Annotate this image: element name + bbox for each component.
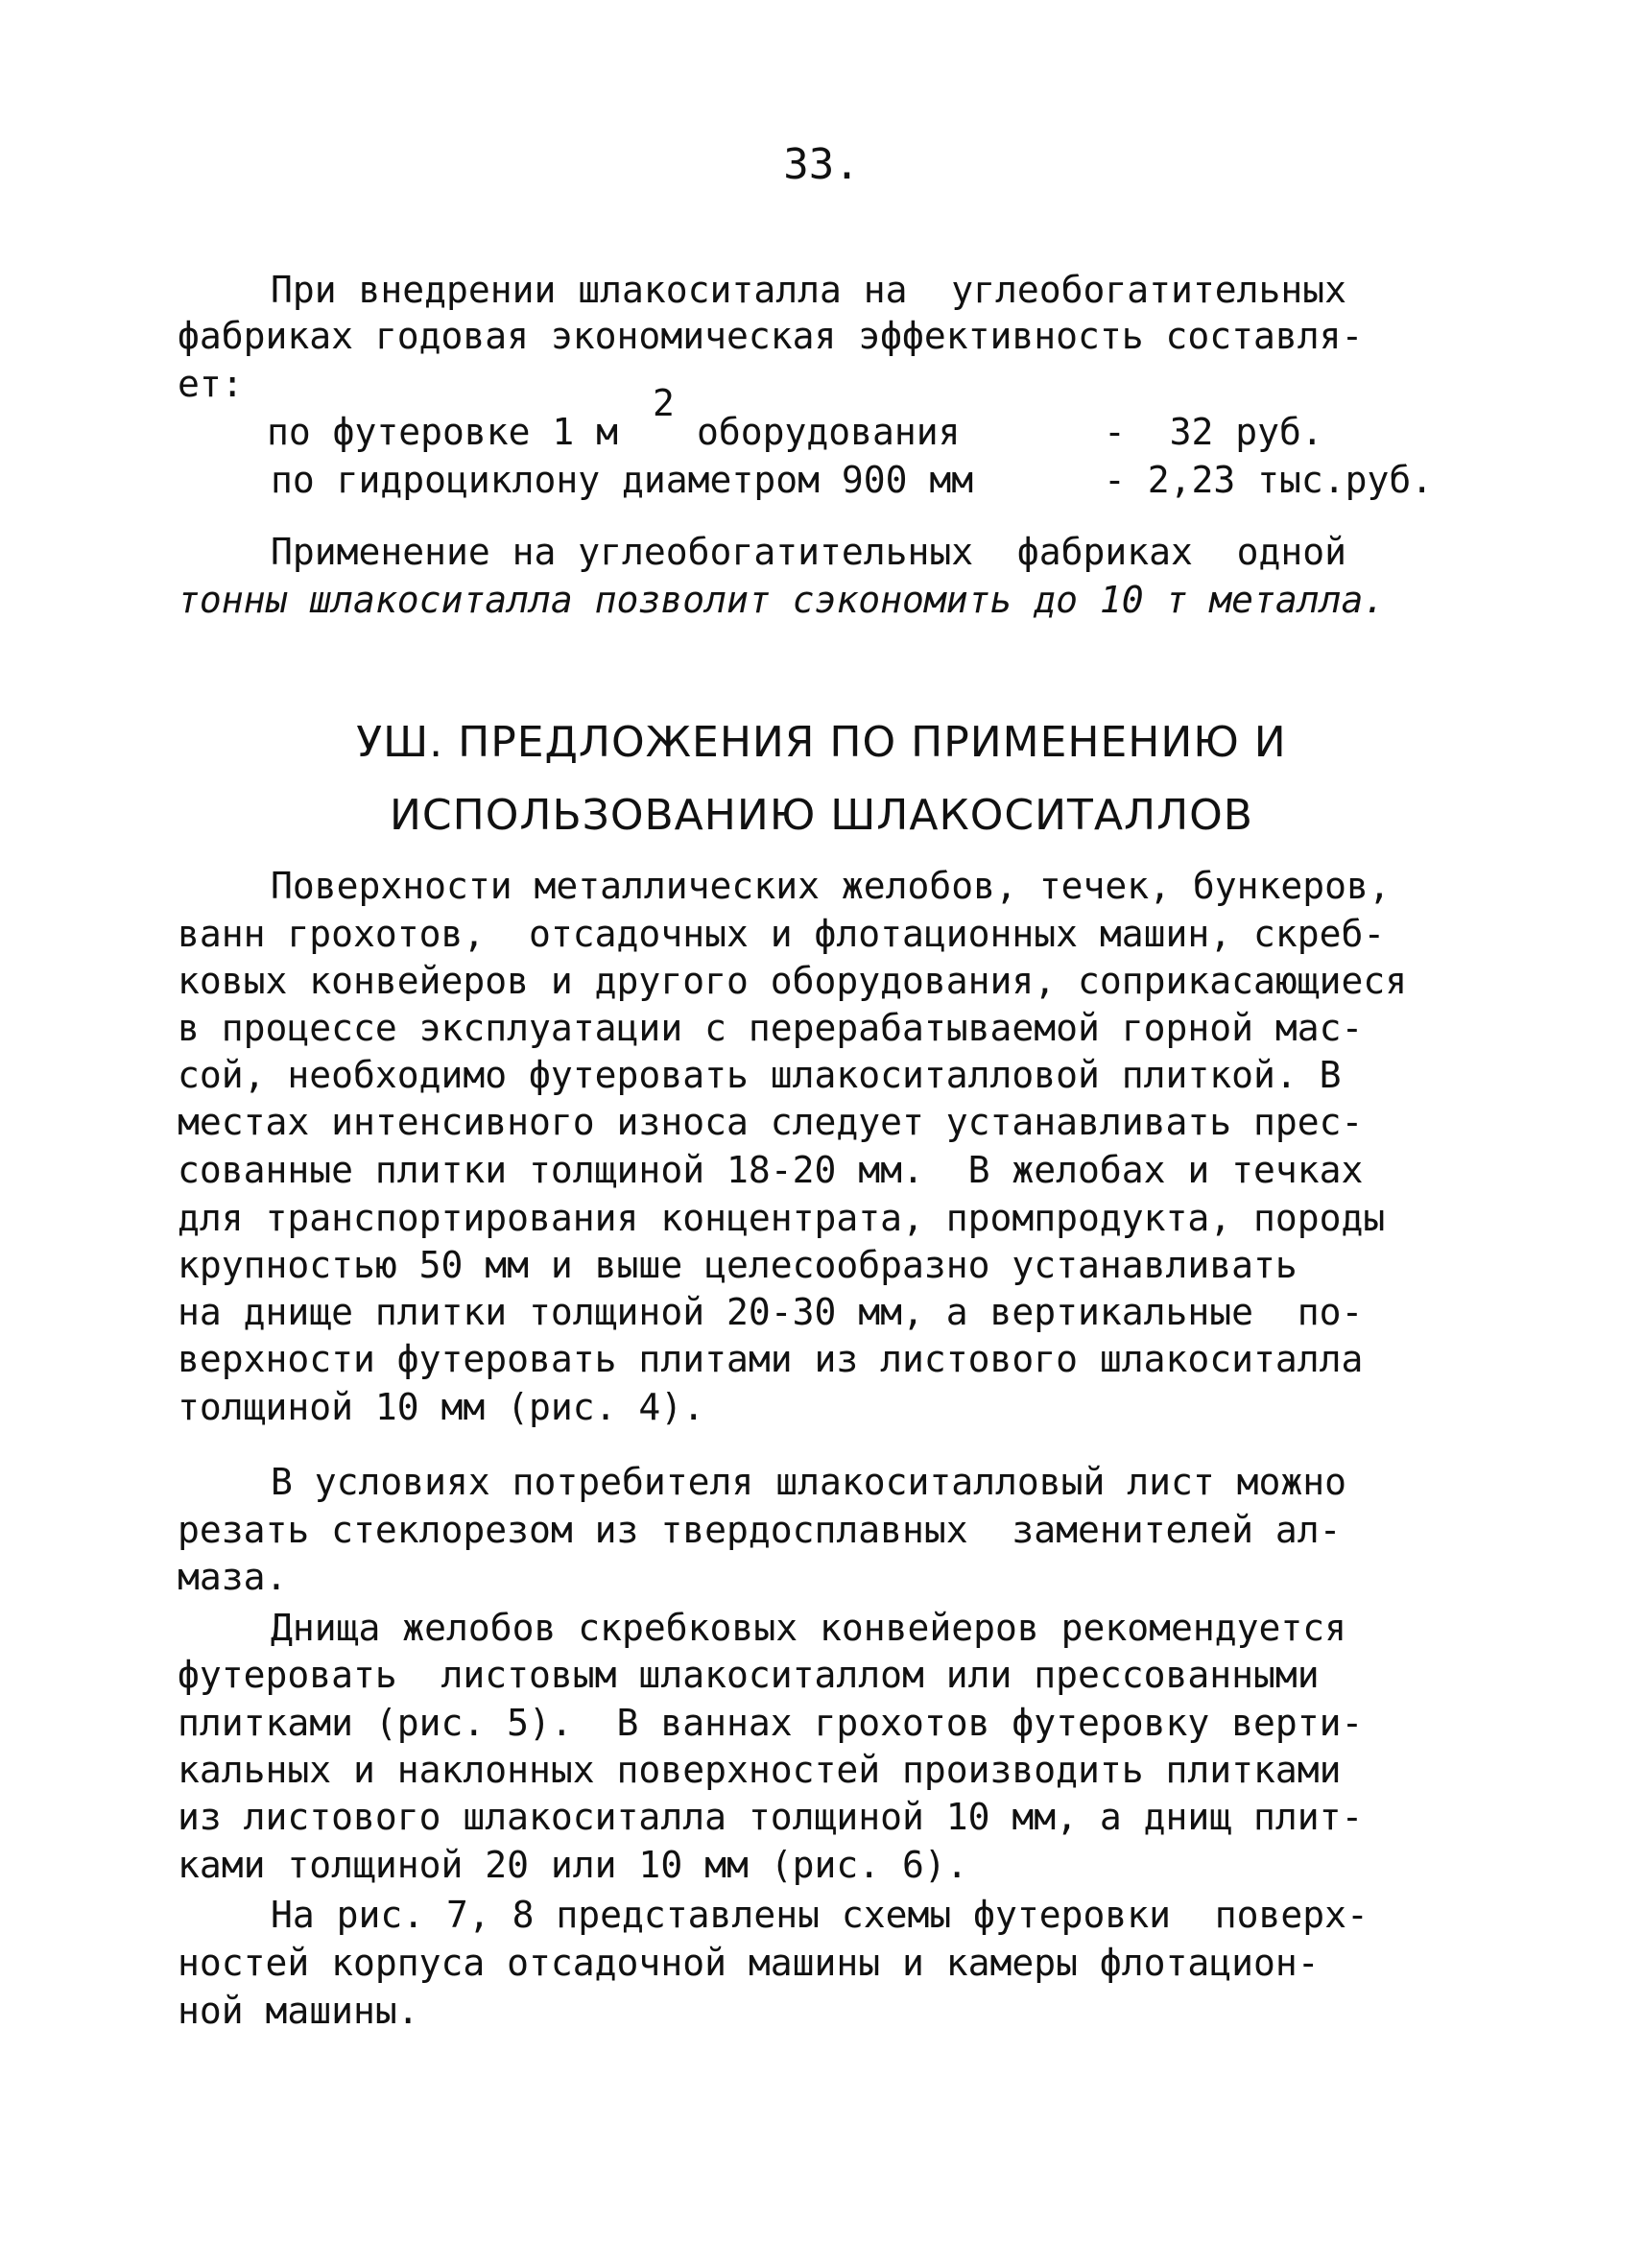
- p1-line-1: Поверхности металлических желобов, течек, бункеров,: [271, 865, 1391, 907]
- p3-line-3: плитками (рис. 5). В ваннах грохотов футеровку верти-: [178, 1702, 1364, 1744]
- p3-line-4: кальных и наклонных поверхностей производить плитками: [178, 1749, 1342, 1791]
- intro-line-3: ет:: [178, 363, 244, 405]
- intro-line-1: При внедрении шлакоситалла на углеобогатительных: [271, 269, 1347, 311]
- p3-line-2: футеровать листовым шлакоситаллом или прессованными: [178, 1654, 1320, 1696]
- p1-line-2: ванн грохотов, отсадочных и флотационных машин, скреб-: [178, 913, 1386, 955]
- p1-line-7: сованные плитки толщиной 18-20 мм. В желобах и течках: [178, 1149, 1364, 1191]
- p1-line-4: в процессе эксплуатации с перерабатываемой горной мас-: [178, 1007, 1364, 1049]
- p2-line-2: резать стеклорезом из твердосплавных заменителей ал-: [178, 1509, 1342, 1551]
- p2-line-3: маза.: [178, 1556, 288, 1598]
- section-title-line-2: ИСПОЛЬЗОВАНИЮ ШЛАКОСИТАЛЛОВ: [390, 791, 1253, 840]
- p1-line-8: для транспортирования концентрата, промпродукта, породы: [178, 1197, 1386, 1239]
- p1-line-5: сой, необходимо футеровать шлакоситалловой плиткой. В: [178, 1054, 1342, 1096]
- p4-line-3: ной машины.: [178, 1990, 419, 2032]
- p1-line-11: верхности футеровать плитами из листового шлакоситалла: [178, 1338, 1364, 1380]
- item-1-label-tail: оборудования: [697, 411, 961, 453]
- p1-line-9: крупностью 50 мм и выше целесообразно устанавливать: [178, 1244, 1298, 1286]
- p1-line-3: ковых конвейеров и другого оборудования, соприкасающиеся: [178, 960, 1408, 1002]
- application-line-2: тонны шлакоситалла позволит сэкономить до 10 т металла.: [178, 579, 1386, 621]
- p1-line-12: толщиной 10 мм (рис. 4).: [178, 1386, 705, 1428]
- p4-line-1: На рис. 7, 8 представлены схемы футеровки поверх-: [271, 1894, 1369, 1936]
- item-2-value: - 2,23 тыс.руб.: [1104, 459, 1434, 501]
- p3-line-5: из листового шлакоситалла толщиной 10 мм, а днищ плит-: [178, 1796, 1364, 1838]
- item-1-superscript: 2: [653, 382, 675, 424]
- intro-line-2: фабриках годовая экономическая эффективность составля-: [178, 315, 1364, 357]
- application-line-1: Применение на углеобогатительных фабриках одной: [271, 531, 1347, 573]
- p1-line-10: на днище плитки толщиной 20-30 мм, а вертикальные по-: [178, 1291, 1364, 1333]
- p3-line-6: ками толщиной 20 или 10 мм (рис. 6).: [178, 1844, 968, 1886]
- item-2-label: по гидроциклону диаметром 900 мм: [271, 459, 974, 501]
- p1-line-6: местах интенсивного износа следует устанавливать прес-: [178, 1101, 1364, 1143]
- item-1-label: по футеровке 1 м: [267, 411, 619, 453]
- p2-line-1: В условиях потребителя шлакоситалловый лист можно: [271, 1461, 1347, 1503]
- section-title-line-1: УШ. ПРЕДЛОЖЕНИЯ ПО ПРИМЕНЕНИЮ И: [356, 718, 1287, 767]
- p3-line-1: Днища желобов скребковых конвейеров рекомендуется: [271, 1607, 1347, 1649]
- p4-line-2: ностей корпуса отсадочной машины и камеры флотацион-: [178, 1942, 1320, 1984]
- item-1-value: - 32 руб.: [1104, 411, 1323, 453]
- page-number: 33.: [783, 140, 860, 189]
